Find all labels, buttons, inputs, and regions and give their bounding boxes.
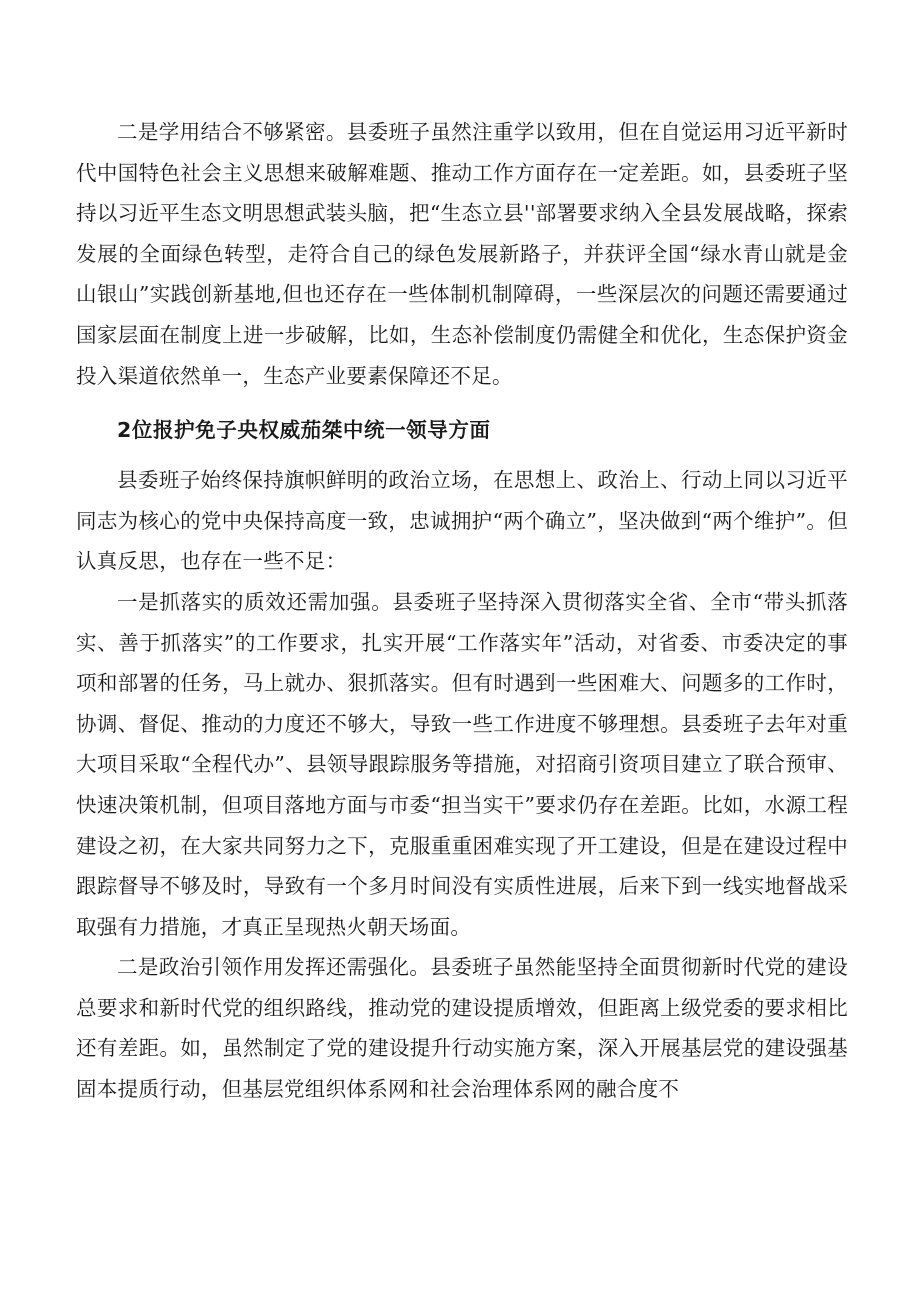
section-heading: 2位报护免子央权威茄桀中统一领导方面 — [117, 418, 491, 443]
paragraph-gap — [76, 396, 848, 404]
document-page — [76, 112, 848, 1110]
paragraph-political-leadership: 二是政治引领作用发挥还需强化。县委班子虽然能坚持全面贯彻新时代党的建设总要求和新时代党的组织路线，推动党的建设提质增效，但距离上级党委的要求相比还有差距。如，虽然制定了党的建设提升行动实施方案，深入开展基层党的建设强基固本提质行动，但基层党组织体系网和社会治理体系网的融合度不 — [76, 955, 848, 1102]
paragraph-political-stance: 县委班子始终保持旗帜鲜明的政治立场，在思想上、政治上、行动上同以习近平同志为核心的党中央保持高度一致，忠诚拥护“两个确立”，坚决做到“两个维护”。但认真反思，也存在一些不足： — [76, 468, 848, 574]
paragraph-study-application: 二是学用结合不够紧密。县委班子虽然注重学以致用，但在自觉运用习近平新时代中国特色社会主义思想来破解难题、推动工作方面存在一定差距。如，县委班子坚持以习近平生态文明思想武装头脑，把“生态立县''部署要求纳入全县发展战略，探索发展的全面绿色转型，走符合自己的绿色发展新路子，并获评全国“绿水青山就是金山银山”实践创新基地,但也还存在一些体制机制障碍，一些深层次的问题还需要通过国家层面在制度上进一步破解，比如，生态补偿制度仍需健全和优化，生态保护资金投入渠道依然单一，生态产业要素保障还不足。 — [76, 120, 848, 388]
paragraph-implementation: 一是抓落实的质效还需加强。县委班子坚持深入贯彻落实全省、全市“带头抓落实、善于抓落实”的工作要求，扎实开展“工作落实年”活动，对省委、市委决定的事项和部署的任务，马上就办、狠抓落实。但有时遇到一些困难大、问题多的工作时，协调、督促、推动的力度还不够大，导致一些工作进度不够理想。县委班子去年对重大项目采取“全程代办”、县领导跟踪服务等措施，对招商引资项目建立了联合预审、快速决策机制，但项目落地方面与市委“担当实干”要求仍存在差距。比如，水源工程建设之初，在大家共同努力之下，克服重重困难实现了开工建设，但是在建设过程中跟踪督导不够及时，导致有一个多月时间没有实质性进展，后来下到一线实地督战采取强有力措施，才真正呈现热火朝天场面。 — [76, 589, 848, 939]
